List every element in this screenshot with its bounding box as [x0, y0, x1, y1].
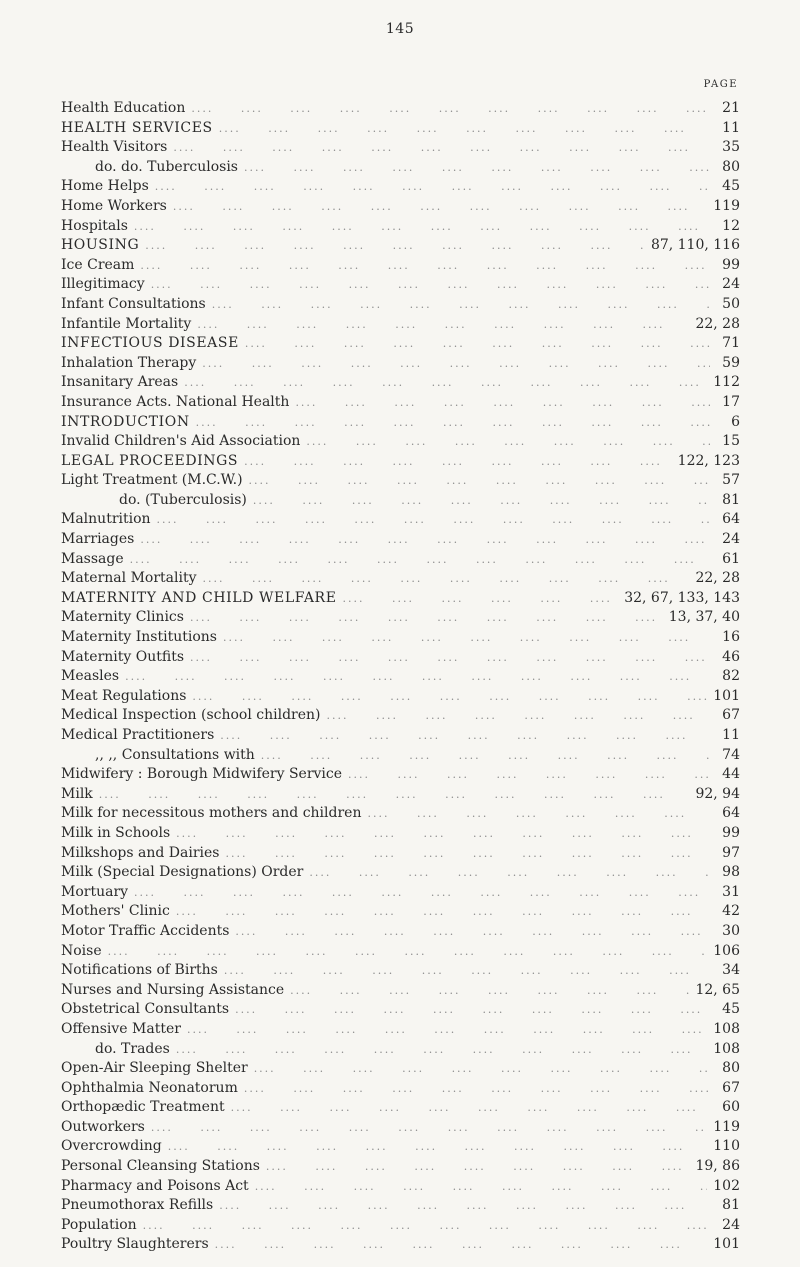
entry-label: Obstetrical Consultants: [61, 1001, 230, 1018]
dot-leader: [130, 550, 710, 570]
entry-page-numbers: 17: [722, 393, 740, 410]
entry-page-numbers: 44: [722, 766, 740, 783]
entry-page-numbers: 110: [713, 1138, 740, 1155]
index-entry: [61, 1059, 740, 1079]
entry-label: Maternity Outfits: [61, 648, 185, 665]
dot-leader: [202, 354, 710, 374]
index-entry: [61, 844, 740, 864]
entry-label: Malnutrition: [61, 511, 151, 528]
entry-label: Ophthalmia Neonatorum: [61, 1079, 238, 1096]
entry-page-numbers: 108: [713, 1020, 740, 1037]
entry-label: Insanitary Areas: [61, 374, 179, 391]
dot-leader: [255, 1177, 708, 1197]
index-entry: [61, 236, 740, 256]
dot-leader: [235, 1000, 710, 1020]
index-entry: [61, 1235, 740, 1255]
dot-leader: [140, 530, 710, 550]
entry-label: Outworkers: [61, 1118, 145, 1135]
entry-page-numbers: 99: [722, 256, 740, 273]
dot-leader: [145, 236, 645, 256]
index-entry: [61, 824, 740, 844]
entry-label: Medical Inspection (school children): [61, 707, 321, 724]
dot-leader: [151, 1118, 707, 1138]
entry-page-numbers: 64: [722, 511, 740, 528]
entry-page-numbers: 101: [713, 1236, 740, 1253]
dot-leader: [327, 706, 710, 726]
dot-leader: [306, 432, 710, 452]
entry-label: Milk (Special Designations) Order: [61, 864, 304, 881]
index-entry: [61, 1000, 740, 1020]
entry-page-numbers: 119: [713, 1118, 740, 1135]
entry-label: Ice Cream: [61, 256, 135, 273]
dot-leader: [134, 217, 710, 237]
dot-leader: [253, 491, 710, 511]
entry-page-numbers: 106: [713, 942, 740, 959]
entry-page-numbers: 92, 94: [695, 785, 740, 802]
entry-label: INTRODUCTION: [61, 413, 190, 430]
index-entry: [61, 628, 740, 648]
dot-leader: [215, 1235, 708, 1255]
entry-page-numbers: 122, 123: [677, 452, 740, 469]
index-entry: [61, 550, 740, 570]
entry-label: Inhalation Therapy: [61, 354, 197, 371]
dot-leader: [249, 471, 710, 491]
entry-page-numbers: 74: [722, 746, 740, 763]
dot-leader: [192, 687, 707, 707]
dot-leader: [266, 1157, 690, 1177]
entry-label: Infant Consultations: [61, 295, 206, 312]
index-entry: [61, 158, 740, 178]
entry-page-numbers: 112: [713, 374, 740, 391]
dot-leader: [190, 608, 663, 628]
dot-leader: [197, 315, 689, 335]
entry-label: HEALTH SERVICES: [61, 119, 213, 136]
entry-page-numbers: 45: [722, 178, 740, 195]
entry-page-numbers: 13, 37, 40: [668, 609, 740, 626]
dot-leader: [173, 197, 707, 217]
entry-page-numbers: 21: [722, 100, 740, 116]
entry-label: Open-Air Sleeping Shelter: [61, 1060, 248, 1077]
dot-leader: [309, 863, 710, 883]
index-entry: [61, 295, 740, 315]
entry-label: MATERNITY AND CHILD WELFARE: [61, 589, 337, 606]
entry-page-numbers: 81: [722, 491, 740, 508]
index-entry: [61, 373, 740, 393]
page-number: 145: [385, 21, 415, 37]
entry-label: Milk: [61, 785, 93, 802]
entry-page-numbers: 80: [722, 158, 740, 175]
entry-label: Nurses and Nursing Assistance: [61, 981, 285, 998]
entry-page-numbers: 15: [722, 433, 740, 450]
dot-leader: [108, 942, 708, 962]
entry-label: Pneumothorax Refills: [61, 1197, 214, 1214]
dot-leader: [261, 746, 710, 766]
index-entry: [61, 608, 740, 628]
entry-page-numbers: 45: [722, 1001, 740, 1018]
index-entry: [61, 1118, 740, 1138]
dot-leader: [224, 961, 710, 981]
dot-leader: [191, 99, 710, 119]
index-entry: [61, 1216, 740, 1236]
dot-leader: [125, 667, 710, 687]
entry-page-numbers: 34: [722, 962, 740, 979]
dot-leader: [155, 177, 710, 197]
entry-page-numbers: 119: [713, 197, 740, 214]
entry-page-numbers: 22, 28: [695, 315, 740, 332]
entry-label: Personal Cleansing Stations: [61, 1158, 260, 1175]
dot-leader: [343, 589, 619, 609]
entry-page-numbers: 108: [713, 1040, 740, 1057]
index-entry: [61, 1196, 740, 1216]
index-entry: [61, 942, 740, 962]
entry-page-numbers: 80: [722, 1060, 740, 1077]
dot-leader: [184, 373, 707, 393]
entry-label: do. Trades: [95, 1040, 170, 1057]
index-entry: [61, 1020, 740, 1040]
index-entry: [61, 1137, 740, 1157]
entry-label: Light Treatment (M.C.W.): [61, 472, 243, 489]
index-entry: [61, 726, 740, 746]
dot-leader: [176, 1040, 707, 1060]
dot-leader: [143, 1216, 710, 1236]
entry-page-numbers: 6: [731, 413, 740, 430]
index-entry: [61, 491, 740, 511]
index-entry: [61, 1079, 740, 1099]
dot-leader: [254, 1059, 710, 1079]
entry-label: HOUSING: [61, 237, 140, 254]
dot-leader: [212, 295, 710, 315]
dot-leader: [244, 1079, 710, 1099]
index-entry: [61, 1177, 740, 1197]
entry-page-numbers: 42: [722, 903, 740, 920]
index-entry: [61, 275, 740, 295]
entry-page-numbers: 97: [722, 844, 740, 861]
entry-label: Invalid Children's Aid Association: [61, 433, 301, 450]
index-entry: [61, 432, 740, 452]
entry-page-numbers: 35: [722, 139, 740, 156]
dot-leader: [290, 981, 689, 1001]
entry-page-numbers: 67: [722, 707, 740, 724]
entry-page-numbers: 24: [722, 276, 740, 293]
dot-leader: [134, 883, 710, 903]
entry-label: Maternity Clinics: [61, 609, 184, 626]
dot-leader: [196, 413, 710, 433]
index-entry: [61, 667, 740, 687]
index-entry: [61, 393, 740, 413]
entry-label: Population: [61, 1216, 137, 1233]
entry-label: LEGAL PROCEEDINGS: [61, 452, 239, 469]
entry-label: Health Education: [61, 100, 186, 116]
entry-label: Maternal Mortality: [61, 570, 197, 587]
entry-label: Medical Practitioners: [61, 727, 215, 743]
index-entry: [61, 197, 740, 217]
index-entry: [61, 863, 740, 883]
entry-page-numbers: 64: [722, 805, 740, 822]
index-entry: [61, 569, 740, 589]
entry-label: Orthopædic Treatment: [61, 1099, 225, 1116]
entry-page-numbers: 59: [722, 354, 740, 371]
entry-label: Midwifery : Borough Midwifery Service: [61, 766, 343, 783]
dot-leader: [176, 824, 710, 844]
index-entry: [61, 315, 740, 335]
entry-label: Milkshops and Dairies: [61, 844, 220, 861]
dot-leader: [219, 119, 710, 139]
index-entry: [61, 217, 740, 237]
dot-leader: [187, 1020, 707, 1040]
dot-leader: [348, 765, 710, 785]
index-entry: [61, 765, 740, 785]
entry-label: ,, ,, Consultations with: [95, 746, 255, 763]
entry-label: Milk for necessitous mothers and children: [61, 805, 362, 822]
index-entry: [61, 804, 740, 824]
dot-leader: [173, 138, 710, 158]
dot-leader: [99, 785, 690, 805]
index-entry: [61, 413, 740, 433]
entry-page-numbers: 11: [722, 727, 740, 743]
dot-leader: [176, 902, 710, 922]
entry-label: Illegitimacy: [61, 276, 145, 293]
index-entry: [61, 589, 740, 609]
entry-page-numbers: 60: [722, 1099, 740, 1116]
entry-page-numbers: 67: [722, 1079, 740, 1096]
entry-label: Infantile Mortality: [61, 315, 192, 332]
dot-leader: [235, 922, 710, 942]
index-entry: [61, 687, 740, 707]
index-entry: [61, 746, 740, 766]
dot-leader: [220, 726, 710, 746]
entry-page-numbers: 82: [722, 668, 740, 685]
dot-leader: [168, 1137, 708, 1157]
dot-leader: [244, 158, 710, 178]
entry-page-numbers: 101: [713, 687, 740, 704]
dot-leader: [367, 804, 710, 824]
entry-label: Notifications of Births: [61, 962, 218, 979]
index-entry: [61, 922, 740, 942]
dot-leader: [295, 393, 710, 413]
entry-page-numbers: 19, 86: [695, 1158, 740, 1175]
index-entry: [61, 138, 740, 158]
entry-label: Poultry Slaughterers: [61, 1236, 209, 1253]
dot-leader: [231, 1098, 710, 1118]
index-entry: [61, 119, 740, 139]
entry-label: Offensive Matter: [61, 1020, 181, 1037]
dot-leader: [157, 510, 710, 530]
entry-label: Pharmacy and Poisons Act: [61, 1177, 249, 1194]
entry-page-numbers: 12, 65: [695, 981, 740, 998]
entry-page-numbers: 16: [722, 629, 740, 646]
index-entry: [61, 981, 740, 1001]
index-entry: [61, 256, 740, 276]
dot-leader: [140, 256, 710, 276]
entry-page-numbers: 102: [713, 1177, 740, 1194]
dot-leader: [223, 628, 710, 648]
index-entry: [61, 883, 740, 903]
entry-label: Milk in Schools: [61, 824, 171, 841]
index-entry: [61, 706, 740, 726]
entry-label: do. do. Tuberculosis: [95, 158, 238, 175]
entry-page-numbers: 61: [722, 550, 740, 567]
entry-page-numbers: 81: [722, 1197, 740, 1214]
entry-label: Home Workers: [61, 197, 167, 214]
dot-leader: [190, 648, 710, 668]
index-entry: [61, 99, 740, 119]
entry-label: Meat Regulations: [61, 687, 187, 704]
entry-page-numbers: 11: [722, 119, 740, 136]
index-entry: [61, 354, 740, 374]
index-list: [61, 99, 740, 1255]
entry-label: Overcrowding: [61, 1138, 162, 1155]
dot-leader: [151, 275, 710, 295]
index-entry: [61, 177, 740, 197]
entry-label: Hospitals: [61, 217, 128, 234]
index-entry: [61, 530, 740, 550]
entry-label: Home Helps: [61, 178, 149, 195]
entry-label: Mortuary: [61, 883, 129, 900]
entry-label: Noise: [61, 942, 102, 959]
entry-page-numbers: 57: [722, 472, 740, 489]
entry-page-numbers: 24: [722, 1216, 740, 1233]
index-entry: [61, 1098, 740, 1118]
dot-leader: [203, 569, 690, 589]
entry-label: Motor Traffic Accidents: [61, 922, 230, 939]
entry-page-numbers: 71: [722, 335, 740, 352]
page-column-header: PAGE: [703, 79, 738, 90]
index-entry: [61, 785, 740, 805]
entry-label: Insurance Acts. National Health: [61, 393, 290, 410]
entry-page-numbers: 87, 110, 116: [650, 237, 740, 254]
index-entry: [61, 902, 740, 922]
entry-page-numbers: 12: [722, 217, 740, 234]
index-entry: [61, 961, 740, 981]
dot-leader: [219, 1196, 710, 1216]
dot-leader: [244, 452, 672, 472]
entry-page-numbers: 31: [722, 883, 740, 900]
entry-label: Maternity Institutions: [61, 629, 217, 646]
entry-label: Mothers' Clinic: [61, 903, 170, 920]
entry-label: INFECTIOUS DISEASE: [61, 335, 239, 352]
entry-label: Health Visitors: [61, 139, 168, 156]
index-entry: [61, 510, 740, 530]
entry-label: Measles: [61, 668, 120, 685]
entry-page-numbers: 24: [722, 531, 740, 548]
entry-page-numbers: 46: [722, 648, 740, 665]
index-entry: [61, 452, 740, 472]
index-entry: [61, 471, 740, 491]
entry-page-numbers: 22, 28: [695, 570, 740, 587]
entry-label: Massage: [61, 550, 124, 567]
index-entry: [61, 648, 740, 668]
index-entry: [61, 334, 740, 354]
entry-label: do. (Tuberculosis): [119, 491, 247, 508]
entry-page-numbers: 30: [722, 922, 740, 939]
entry-page-numbers: 32, 67, 133, 143: [624, 589, 740, 606]
index-entry: [61, 1040, 740, 1060]
entry-page-numbers: 50: [722, 295, 740, 312]
dot-leader: [245, 334, 710, 354]
index-entry: [61, 1157, 740, 1177]
entry-label: Marriages: [61, 531, 135, 548]
entry-page-numbers: 99: [722, 824, 740, 841]
dot-leader: [225, 844, 710, 864]
entry-page-numbers: 98: [722, 864, 740, 881]
